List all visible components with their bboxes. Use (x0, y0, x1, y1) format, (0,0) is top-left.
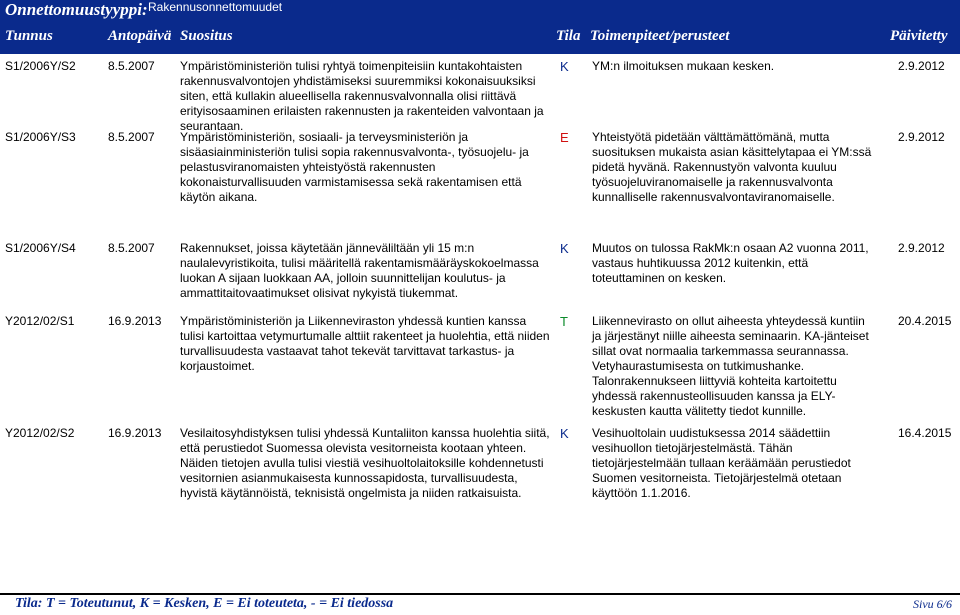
row-status: K (560, 241, 569, 256)
row-date: 16.9.2013 (108, 426, 162, 440)
col-header-status: Tila (556, 28, 581, 44)
row-subject: Ympäristöministeriön, sosiaali- ja terveysministeriön ja sisäasiainministeriön tulisi sopia rakennusvalvonta-, työsuojelu- ja pelastusviranomaisten yhteistyöstä rakennusten kokonaisturvallisuuden varmistamisessa sekä rakentamisen että käytön aikana. (180, 130, 529, 204)
row-date: 16.9.2013 (108, 314, 162, 328)
row-subject: Ympäristöministeriön ja Liikenneviraston yhdessä kuntien kanssa tulisi kartoittaa vetymurtumalle alttiit rakenteet ja huolehtia, että niiden turvallisuudesta vastaavat tahot tekevät tarvittavat tarkastus- ja korjaustoimet. (180, 314, 550, 373)
type-value: Rakennusonnettomuudet (148, 0, 283, 14)
type-label: Onnettomuustyyppi: (5, 0, 148, 19)
row-id: S1/2006Y/S4 (5, 241, 76, 255)
row-actions: Yhteistyötä pidetään välttämättömänä, mutta suosituksen mukaista asian käsittelytapaa ei YM:ssä pidetä hyvänä. Rakennustyön valvonta kuuluu työsuojeluviranomaiselle ja rakennusvalvonta kunnalliselle rakennusvalvontaviranomaiselle. (592, 130, 872, 204)
col-header-date: Antopäivä (108, 28, 172, 44)
row-date: 8.5.2007 (108, 130, 155, 144)
page-number: Sivu 6/6 (913, 597, 952, 611)
footer-divider (0, 593, 960, 595)
row-status: K (560, 426, 569, 441)
row-date: 8.5.2007 (108, 59, 155, 73)
col-header-actions: Toimenpiteet/perusteet (590, 28, 730, 44)
col-header-subject: Suositus (180, 28, 233, 44)
row-updated: 16.4.2015 (898, 426, 952, 440)
row-subject: Ympäristöministeriön tulisi ryhtyä toimenpiteisiin kuntakohtaisten rakennusvalvontojen yhdistämiseksi suuremmiksi kokonaisuuksiksi siten, että kullakin alueellisella rakennusvalvonnalla olisi riittävä erityisosaaminen erilaisten rakennusten ja rakenteiden valvontaan ja seurantaan. (180, 59, 544, 133)
col-header-updated: Päivitetty (890, 28, 948, 44)
row-actions: Liikennevirasto on ollut aiheesta yhteydessä kuntiin ja järjestänyt niille aiheesta seminaarin. KA-jänteiset sillat ovat normaalia tarkemmassa seurannassa. Vetyhaurastumisesta on tutkimushanke. Talonrakennukseen liittyviä kohteita kartoitettu yhdessä rakennusteollisuuden kanssa ja ELY- keskusten kautta välitetty tiedot kunnille. (592, 314, 869, 418)
row-updated: 20.4.2015 (898, 314, 952, 328)
row-updated: 2.9.2012 (898, 130, 945, 144)
row-actions: Muutos on tulossa RakMk:n osaan A2 vuonna 2011, vastaus huhtikuussa 2012 kuitenkin, että toteuttaminen on kesken. (592, 241, 869, 285)
row-status: K (560, 59, 569, 74)
row-status: E (560, 130, 569, 145)
row-updated: 2.9.2012 (898, 241, 945, 255)
header-bar (0, 0, 960, 54)
row-id: S1/2006Y/S3 (5, 130, 76, 144)
col-header-id: Tunnus (5, 28, 53, 44)
row-status: T (560, 314, 568, 329)
row-updated: 2.9.2012 (898, 59, 945, 73)
row-actions: YM:n ilmoituksen mukaan kesken. (592, 59, 775, 73)
status-legend: Tila: T = Toteutunut, K = Kesken, E = Ei toteuteta, - = Ei tiedossa (15, 596, 394, 611)
row-date: 8.5.2007 (108, 241, 155, 255)
row-id: Y2012/02/S2 (5, 426, 75, 440)
row-id: Y2012/02/S1 (5, 314, 75, 328)
row-subject: Rakennukset, joissa käytetään jänneväliltään yli 15 m:n naulalevyristikoita, tulisi määritellä rakentamismääräyskokoelmassa luokan A sijaan luokkaan AA, jolloin suunnittelijan koulutus- ja ammattitaitovaatimukset olisivat nykyistä tiukemmat. (180, 241, 539, 300)
row-actions: Vesihuoltolain uudistuksessa 2014 säädettiin vesihuollon tietojärjestelmästä. Tähän tietojärjestelmään tullaan keräämään perustiedot Suomen vesitorneista. Tietojärjestelmä otetaan käyttöön 1.1.2016. (592, 426, 851, 500)
row-id: S1/2006Y/S2 (5, 59, 76, 73)
row-subject: Vesilaitosyhdistyksen tulisi yhdessä Kuntaliiton kanssa huolehtia siitä, että perustiedot Suomessa olevista vesitorneista kootaan yhteen. Näiden tietojen avulla tulisi viestiä vesihuoltolaitoksille kohdennetusti vesitornien asianmukaisesta kunnossapidosta, turvallisuudesta, hyvistä käytännöistä, teknisistä ongelmista ja niiden ratkaisuista. (180, 426, 550, 500)
